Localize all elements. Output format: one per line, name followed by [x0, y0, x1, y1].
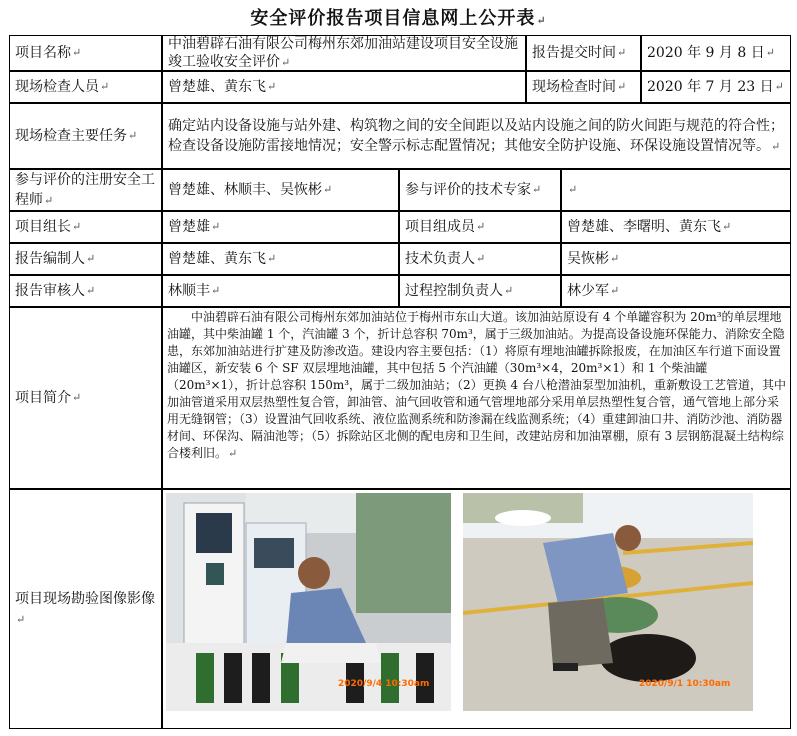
- page-title: 安全评价报告项目信息网上公开表↵: [250, 8, 547, 29]
- members-value: 曾楚雄、李曙明、黄东飞 ↵: [561, 211, 791, 243]
- site-photo-dispenser: [166, 493, 451, 711]
- engineers-value: 曾楚雄、林顺丰、吴恢彬 ↵: [162, 169, 399, 211]
- compiler-label: 报告编制人 ↵: [9, 243, 162, 275]
- project-name-value: 中油碧辟石油有限公司梅州东郊加油站建设项目安全设施竣工验收安全评价↵: [162, 35, 526, 71]
- compiler-value: 曾楚雄、黄东飞 ↵: [162, 243, 399, 275]
- intro-value: 中油碧辟石油有限公司梅州东郊加油站位于梅州市东山大道。该加油站原设有 4 个单罐容积为 20m³的单层埋地油罐，其中柴油罐 1 个，汽油罐 3 个，折计总容积 70m³，属于三级加油站。为提高设备设施环保能力、消除安全隐患，东郊加油站进行扩建及防渗改造。建设内容主要包括：（1）将原有埋地油罐拆除报废，在加油区车行道下面设置油罐区，新安装 6 个 SF 双层埋地油罐，其中包括 5 个汽油罐（30m³×4，20m³×1）和 1 个柴油罐（20m³×1），折计总容积 150m³，属于二级加油站；（2）更换 4 台八枪潜油泵型加油机，重新敷设工艺管道，其中加油管道采用双层热塑性复合管，卸油管、油气回收管和通气管埋地部分采用单层热塑性复合管，通气管地上部分采用无缝钢管；（3）设置油气回收系统、液位监测系统和防渗漏在线监测系统；（4）重建卸油口井、消防沙池、消防器材间、环保沟、隔油池等；（5）拆除站区北侧的配电房和卫生间，改建站房和加油罩棚，原有 3 层钢筋混凝土结构综合楼利旧。↵: [162, 307, 791, 489]
- process-lead-value: 林少军 ↵: [561, 275, 791, 307]
- reviewer-label: 报告审核人 ↵: [9, 275, 162, 307]
- engineers-label: 参与评价的注册安全工程师↵: [9, 169, 162, 211]
- report-date-value: 2020 年 9 月 8 日 ↵: [641, 35, 791, 71]
- inspection-date-value: 2020 年 7 月 23 日 ↵: [641, 71, 791, 103]
- tasks-label: 现场检查主要任务 ↵: [9, 103, 162, 169]
- project-name-label: 项目名称 ↵: [9, 35, 162, 71]
- experts-value: ↵: [561, 169, 791, 211]
- members-label: 项目组成员 ↵: [399, 211, 561, 243]
- experts-label: 参与评价的技术专家 ↵: [399, 169, 561, 211]
- photo1-timestamp: 2020/9/4 10:30am: [338, 679, 430, 689]
- photos-label: 项目现场勘验图像影像↵: [9, 489, 162, 729]
- site-photo-manhole: [463, 493, 753, 711]
- process-lead-label: 过程控制负责人 ↵: [399, 275, 561, 307]
- photo2-timestamp: 2020/9/1 10:30am: [639, 679, 731, 689]
- inspection-date-label: 现场检查时间 ↵: [526, 71, 641, 103]
- leader-value: 曾楚雄 ↵: [162, 211, 399, 243]
- tasks-value: 确定站内设备设施与站外建、构筑物之间的安全间距以及站内设施之间的防火间距与规范的符合性；检查设备设施防雷接地情况；安全警示标志配置情况；其他安全防护设施、环保设施设置情况等。↵: [162, 103, 791, 169]
- report-date-label: 报告提交时间 ↵: [526, 35, 641, 71]
- inspectors-value: 曾楚雄、黄东飞 ↵: [162, 71, 526, 103]
- inspectors-label: 现场检查人员 ↵: [9, 71, 162, 103]
- intro-label: 项目简介 ↵: [9, 307, 162, 489]
- reviewer-value: 林顺丰 ↵: [162, 275, 399, 307]
- tech-lead-value: 吴恢彬 ↵: [561, 243, 791, 275]
- tech-lead-label: 技术负责人 ↵: [399, 243, 561, 275]
- leader-label: 项目组长 ↵: [9, 211, 162, 243]
